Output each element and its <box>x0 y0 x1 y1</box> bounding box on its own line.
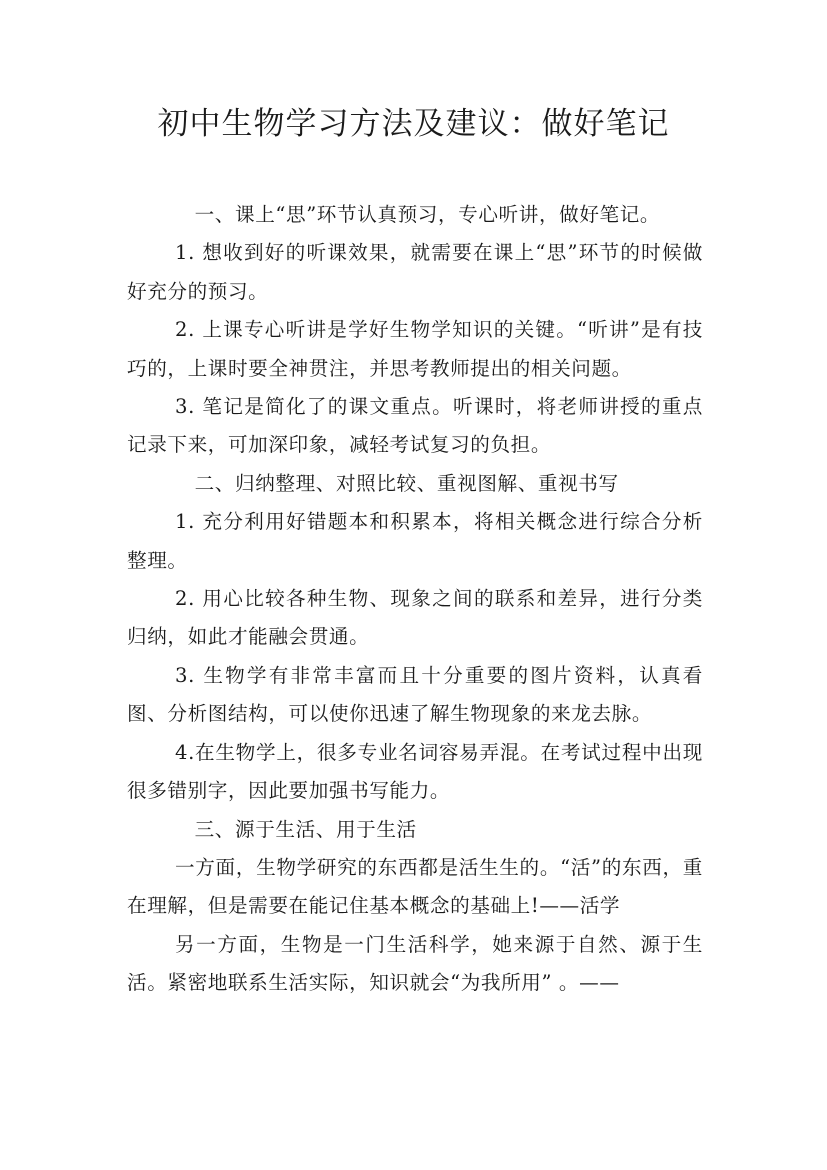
paragraph: 2. 用心比较各种生物、现象之间的联系和差异，进行分类归纳，如此才能融会贯通。 <box>127 587 703 649</box>
page-title: 初中生物学习方法及建议：做好笔记 <box>157 106 670 142</box>
paragraph: 一方面，生物学研究的东西都是活生生的。“活”的东西，重在理解，但是需要在能记住基本概念的基础上!——活学 <box>127 855 703 918</box>
paragraph: 3. 生物学有非常丰富而且十分重要的图片资料，认真看图、分析图结构，可以使你迅速了解生物现象的来龙去脉。 <box>127 663 703 726</box>
paragraph: 1. 充分利用好错题本和积累本，将相关概念进行综合分析整理。 <box>127 510 703 572</box>
section-heading-3: 三、源于生活、用于生活 <box>194 817 417 841</box>
paragraph: 另一方面，生物是一门生活科学，她来源于自然、源于生活。紧密地联系生活实际，知识就会“为我所用” 。—— <box>127 932 703 995</box>
paragraph: 1. 想收到好的听课效果，就需要在课上“思”环节的时候做好充分的预习。 <box>127 241 703 303</box>
section-heading-2: 二、归纳整理、对照比较、重视图解、重视书写 <box>194 471 619 495</box>
paragraph: 4.在生物学上，很多专业名词容易弄混。在考试过程中出现很多错别字，因此要加强书写能力。 <box>127 740 703 803</box>
section-heading-1: 一、课上“思”环节认真预习，专心听讲，做好笔记。 <box>194 203 661 226</box>
paragraph: 2. 上课专心听讲是学好生物学知识的关键。“听讲”是有技巧的，上课时要全神贯注，并思考教师提出的相关问题。 <box>127 318 703 380</box>
document-body <box>127 196 703 1003</box>
paragraph: 3. 笔记是简化了的课文重点。听课时，将老师讲授的重点记录下来，可加深印象，减轻考试复习的负担。 <box>127 395 703 457</box>
